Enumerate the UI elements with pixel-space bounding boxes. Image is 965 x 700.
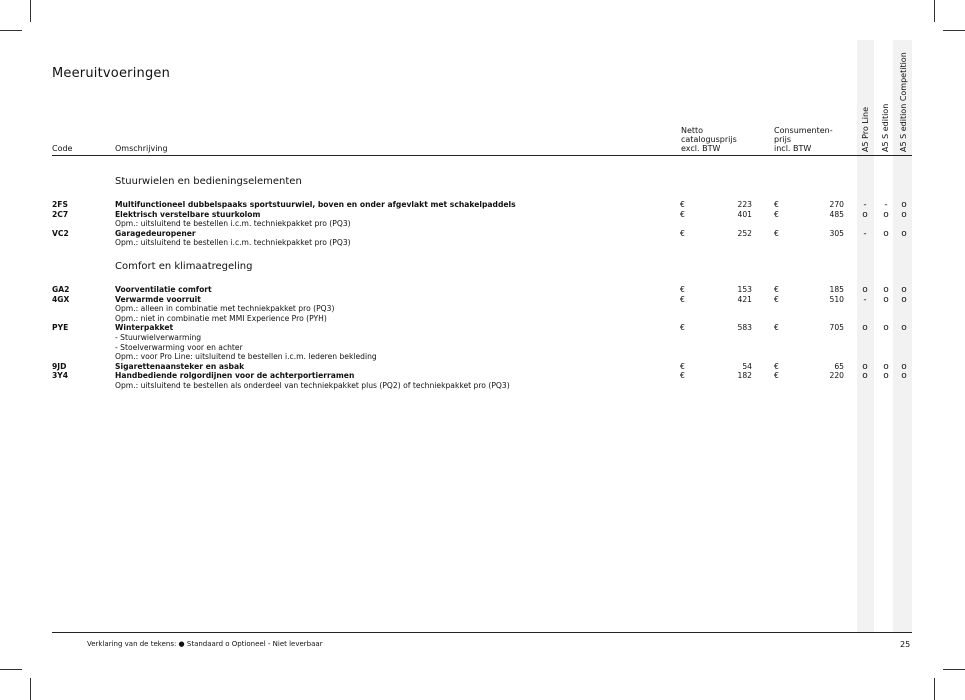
header-netto-line: Netto	[681, 126, 704, 135]
currency-symbol: €	[680, 294, 685, 304]
option-description: Multifunctioneel dubbelspaaks sportstuurwiel, boven en onder afgevlakt met schakelpaddels	[115, 200, 516, 209]
option-description: Garagedeuropener	[115, 228, 196, 238]
note-row	[0, 352, 965, 362]
option-note: Opm.: uitsluitend te bestellen i.c.m. techniekpakket pro (PQ3)	[115, 219, 351, 229]
currency-symbol: €	[774, 209, 779, 219]
currency-symbol: €	[680, 200, 685, 209]
currency-symbol: €	[774, 361, 779, 371]
header-netto-line: excl. BTW	[681, 144, 721, 153]
option-row	[0, 323, 965, 333]
header-netto	[681, 126, 737, 153]
option-code: 2C7	[52, 209, 69, 219]
note-row	[0, 238, 965, 248]
availability-mark: o	[862, 371, 868, 382]
option-note: Opm.: voor Pro Line: uitsluitend te bestellen i.c.m. lederen bekleding	[115, 352, 377, 362]
header-consumer	[774, 126, 833, 153]
currency-symbol: €	[680, 371, 685, 381]
option-row	[0, 200, 965, 210]
footer-rule	[52, 632, 912, 633]
netto-price: 223	[737, 200, 752, 209]
header-model-s-competition: A5 S edition Competition	[899, 52, 908, 152]
availability-mark: o	[883, 294, 889, 305]
currency-symbol: €	[774, 294, 779, 304]
option-description: Sigarettenaansteker en asbak	[115, 361, 245, 371]
netto-price: 153	[737, 285, 752, 294]
option-row	[0, 371, 965, 381]
availability-mark: o	[862, 361, 868, 372]
crop-mark	[30, 678, 31, 700]
availability-mark: o	[883, 323, 889, 334]
currency-symbol: €	[774, 323, 779, 333]
availability-mark: o	[901, 209, 907, 220]
availability-mark: o	[901, 228, 907, 239]
option-note: Opm.: uitsluitend te bestellen i.c.m. techniekpakket pro (PQ3)	[115, 238, 351, 248]
availability-mark: o	[901, 285, 907, 295]
availability-mark: o	[883, 371, 889, 382]
consumer-price: 305	[829, 228, 844, 238]
note-row	[0, 333, 965, 343]
availability-mark: -	[863, 228, 867, 239]
option-note: Opm.: niet in combinatie met MMI Experience Pro (PYH)	[115, 313, 327, 323]
consumer-price: 220	[829, 371, 844, 381]
availability-mark: o	[883, 228, 889, 239]
currency-symbol: €	[680, 323, 685, 333]
option-code: 4GX	[52, 294, 70, 304]
header-consumer-line: Consumenten-	[774, 126, 833, 135]
currency-symbol: €	[680, 228, 685, 238]
option-code: PYE	[52, 323, 69, 333]
netto-price: 252	[737, 228, 752, 238]
availability-mark: o	[901, 361, 907, 372]
netto-price: 54	[742, 361, 752, 371]
consumer-price: 485	[829, 209, 844, 219]
consumer-price: 185	[829, 285, 844, 294]
header-consumer-line: incl. BTW	[774, 144, 812, 153]
option-note: Opm.: alleen in combinatie met techniekpakket pro (PQ3)	[115, 304, 335, 314]
section-title: Comfort en klimaatregeling	[115, 261, 253, 272]
crop-mark	[0, 30, 22, 31]
netto-price: 182	[737, 371, 752, 381]
header-code: Code	[52, 144, 73, 153]
option-code: 3Y4	[52, 371, 69, 381]
consumer-price: 270	[829, 200, 844, 209]
crop-mark	[943, 669, 965, 670]
netto-price: 401	[737, 209, 752, 219]
page-number: 25	[900, 640, 911, 649]
header-description: Omschrijving	[115, 144, 168, 153]
crop-mark	[934, 678, 935, 700]
option-code: VC2	[52, 228, 69, 238]
currency-symbol: €	[774, 228, 779, 238]
availability-mark: o	[883, 285, 889, 295]
option-row	[0, 362, 965, 372]
note-row	[0, 304, 965, 314]
availability-mark: o	[862, 209, 868, 220]
note-row	[0, 219, 965, 229]
option-code: 2FS	[52, 200, 68, 209]
currency-symbol: €	[680, 285, 685, 294]
legend: Verklaring van de tekens: ● Standaard o Optioneel - Niet leverbaar	[87, 640, 323, 648]
note-row	[0, 343, 965, 353]
crop-mark	[30, 0, 31, 22]
availability-mark: o	[901, 323, 907, 334]
note-row	[0, 381, 965, 391]
availability-mark: -	[863, 294, 867, 305]
section-title: Stuurwielen en bedieningselementen	[115, 176, 302, 187]
option-description: Voorventilatie comfort	[115, 285, 212, 294]
option-code: 9JD	[52, 361, 67, 371]
header-rule	[52, 155, 912, 156]
header-model-s-edition: A5 S edition	[881, 103, 890, 152]
netto-price: 583	[737, 323, 752, 333]
option-note: - Stuurwielverwarming	[115, 333, 202, 342]
option-row	[0, 210, 965, 220]
consumer-price: 705	[829, 323, 844, 333]
availability-mark: o	[901, 371, 907, 382]
netto-price: 421	[737, 294, 752, 304]
consumer-price: 65	[834, 361, 844, 371]
header-model-pro-line: A5 Pro Line	[861, 106, 870, 152]
availability-mark: o	[901, 294, 907, 305]
option-row	[0, 229, 965, 239]
availability-mark: o	[883, 361, 889, 372]
option-description: Elektrisch verstelbare stuurkolom	[115, 209, 261, 219]
availability-mark: o	[862, 285, 868, 295]
crop-mark	[934, 0, 935, 22]
currency-symbol: €	[774, 285, 779, 294]
option-row	[0, 295, 965, 305]
option-description: Winterpakket	[115, 323, 174, 333]
availability-mark: -	[863, 200, 867, 210]
currency-symbol: €	[774, 371, 779, 381]
currency-symbol: €	[680, 361, 685, 371]
availability-mark: o	[862, 323, 868, 334]
crop-mark	[943, 30, 965, 31]
crop-mark	[0, 669, 22, 670]
option-note: Opm.: uitsluitend te bestellen als onderdeel van techniekpakket plus (PQ2) of techniekpakket pro (PQ3)	[115, 381, 510, 390]
consumer-price: 510	[829, 294, 844, 304]
page-title: Meeruitvoeringen	[52, 66, 171, 81]
currency-symbol: €	[774, 200, 779, 209]
header-netto-line: catalogusprijs	[681, 135, 737, 144]
option-note: - Stoelverwarming voor en achter	[115, 342, 243, 352]
note-row	[0, 314, 965, 324]
availability-mark: -	[884, 200, 888, 210]
currency-symbol: €	[680, 209, 685, 219]
option-code: GA2	[52, 285, 70, 294]
option-description: Handbediende rolgordijnen voor de achterportierramen	[115, 371, 355, 381]
option-row	[0, 285, 965, 295]
availability-mark: o	[901, 200, 907, 210]
option-description: Verwarmde voorruit	[115, 294, 201, 304]
availability-mark: o	[883, 209, 889, 220]
header-consumer-line: prijs	[774, 135, 791, 144]
